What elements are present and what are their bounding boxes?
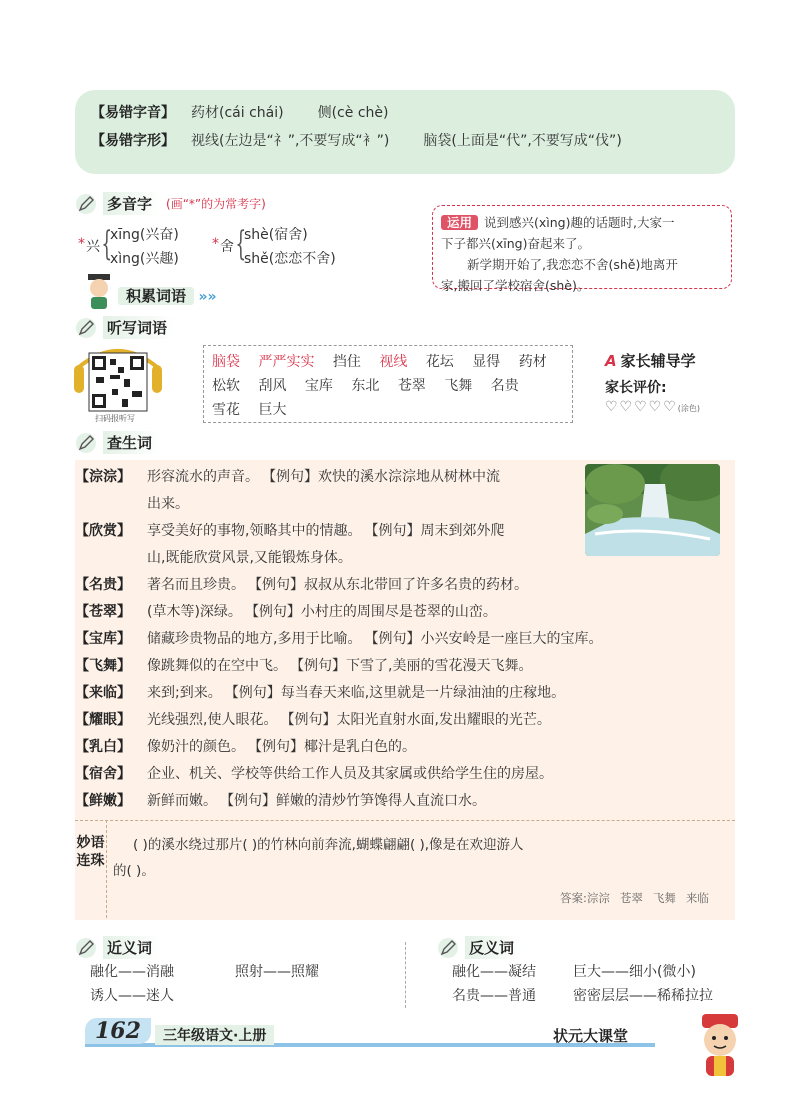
vocab-def-line (147, 518, 504, 545)
pencil-icon (75, 937, 97, 959)
hearts-note: (涂色) (677, 404, 701, 413)
vocab-term: 【宿舍】 (75, 766, 131, 782)
page-number: 162 (85, 1018, 151, 1044)
antonym-item: 名贵——普通 (452, 988, 536, 1004)
vocab-def: 储藏珍贵物品的地方,多用于比喻。 (147, 631, 362, 647)
answer-item: 来临 (685, 891, 709, 905)
poly-reading: xìng(兴趣) (110, 251, 179, 267)
answer-line (560, 890, 709, 906)
vocab-def-line (147, 626, 602, 653)
star-mark: * (212, 236, 219, 252)
vocab-def: 来到;到来。 (147, 685, 222, 701)
banner-arrow: »» (198, 289, 217, 305)
pron-text-1: 药材(cái chái) (191, 105, 284, 121)
word: 松软 (212, 378, 240, 394)
shape-text-1: 视线(左边是“礻”,不要写成“衤”) (191, 133, 390, 149)
brace-icon: { (235, 224, 247, 264)
vocab-cont: 出来。 (147, 496, 189, 512)
antonym-item: 密密层层——稀稀拉拉 (573, 988, 713, 1004)
vocab-def: 形容流水的声音。 (147, 469, 259, 485)
dictation-title: 听写词语 (103, 316, 175, 339)
parent-title: 家长辅导学 (620, 352, 696, 370)
vocab-term: 【来临】 (75, 685, 131, 701)
parent-guide (605, 350, 735, 420)
word: 药材 (518, 354, 547, 370)
pencil-icon (437, 937, 459, 959)
book-title: 三年级语文·上册 (155, 1025, 274, 1045)
vocab-def-line (147, 464, 500, 491)
vocab-term: 【乳白】 (75, 739, 131, 755)
parent-eval-label: 家长评价: (605, 380, 667, 396)
vocab-example: 【例句】每当春天来临,这里就是一片绿油油的庄稼地。 (231, 685, 566, 701)
connect-label: 妙语连珠 (75, 820, 107, 918)
antonyms-title: 反义词 (465, 936, 522, 959)
vocab-def: 享受美好的事物,领略其中的情趣。 (147, 523, 362, 539)
vocab-term: 【名贵】 (75, 577, 131, 593)
synonyms-title: 近义词 (103, 936, 160, 959)
synonyms-heading (75, 936, 160, 959)
dictation-words-box (203, 345, 573, 423)
star-mark: * (78, 236, 85, 252)
qr-code-icon[interactable] (72, 345, 164, 423)
vocab-term: 【淙淙】 (75, 469, 131, 485)
vocab-example: 【例句】周末到郊外爬 (371, 523, 505, 539)
pron-label: 【易错字音】 (91, 105, 175, 121)
usage-line: 说到感兴(xìng)趣的话题时,大家一 (484, 215, 675, 230)
error-tips-box (75, 90, 735, 174)
vocab-def: 像奶汁的颜色。 (147, 739, 245, 755)
word: 刮风 (258, 378, 287, 394)
rating-hearts[interactable]: ♡♡♡♡♡ (605, 399, 678, 415)
word: 挡住 (332, 354, 361, 370)
word: 飞舞 (444, 378, 473, 394)
pron-text-2: 侧(cè chè) (317, 105, 389, 121)
vocab-term: 【宝库】 (75, 631, 131, 647)
word: 雪花 (212, 402, 240, 418)
poly-char: 兴 (86, 239, 100, 255)
mascot-icon (690, 1010, 750, 1080)
vocab-def: 企业、机关、学校等供给工作人员及其家属或供给学生住的房屋。 (147, 766, 553, 782)
word: 宝库 (304, 378, 333, 394)
pencil-icon (75, 317, 97, 339)
answer-item: 飞舞 (652, 891, 676, 905)
synonym-item: 融化——消融 (90, 964, 174, 980)
brand-name: 状元大课堂 (553, 1027, 629, 1045)
polyphone-heading (75, 192, 266, 215)
vocab-def: 新鲜而嫩。 (147, 793, 217, 809)
polyphone-title: 多音字 (103, 192, 160, 215)
pencil-icon (75, 432, 97, 454)
vocab-example: 【例句】太阳光直射水面,发出耀眼的光芒。 (287, 712, 551, 728)
accumulate-banner (118, 285, 217, 305)
usage-line: 家,搬回了学校宿舍(shè)。 (441, 278, 590, 293)
waterfall-photo (585, 464, 720, 556)
vocab-def-line (147, 572, 528, 599)
connect-line: 的( )。 (113, 863, 155, 879)
vocab-def-line (147, 788, 486, 815)
vocab-example: 【例句】叔叔从东北带回了许多名贵的药材。 (255, 577, 528, 593)
vocab-example: 【例句】欢快的溪水淙淙地从树林中流 (269, 469, 500, 485)
vocab-cont: 山,既能欣赏风景,又能锻炼身体。 (147, 550, 352, 566)
vocab-def-line (147, 653, 532, 680)
vocab-def: 像跳舞似的在空中飞。 (147, 658, 287, 674)
dictation-heading (75, 316, 175, 339)
a-logo-icon: A (605, 352, 617, 370)
synonym-item: 照射——照耀 (235, 964, 319, 980)
vocab-example: 【例句】鲜嫩的清炒竹笋馋得人直流口水。 (227, 793, 486, 809)
vocab-term: 【欣赏】 (75, 523, 131, 539)
word: 名贵 (490, 378, 519, 394)
connect-line: ( )的溪水绕过那片( )的竹林向前奔流,蝴蝶翩翩( ),像是在欢迎游人 (133, 837, 524, 853)
antonym-item: 融化——凝结 (452, 964, 536, 980)
answer-label: 答案:淙淙 (560, 891, 610, 905)
word: 苍翠 (397, 378, 426, 394)
vocab-def: 著名而且珍贵。 (147, 577, 245, 593)
qr-caption: 扫码报听写 (95, 414, 135, 423)
word: 东北 (351, 378, 380, 394)
vocab-example: 【例句】小兴安岭是一座巨大的宝库。 (371, 631, 603, 647)
polyphone-xing (78, 222, 188, 270)
word: 严严实实 (258, 354, 315, 370)
poly-reading: xīng(兴奋) (110, 227, 179, 243)
lookup-title: 查生词 (103, 431, 160, 454)
usage-line: 下子都兴(xīng)奋起来了。 (441, 236, 590, 251)
vocab-term: 【飞舞】 (75, 658, 131, 674)
poly-reading: shě(恋恋不舍) (244, 251, 336, 267)
vocab-def-line (147, 680, 565, 707)
word: 显得 (472, 354, 501, 370)
banner-title: 积累词语 (118, 287, 194, 305)
shape-text-2: 脑袋(上面是“代”,不要写成“伐”) (423, 133, 622, 149)
usage-box (432, 205, 732, 293)
polyphone-she (212, 222, 362, 270)
vocab-def-line (147, 734, 416, 761)
word: 脑袋 (212, 354, 240, 370)
vocab-term: 【苍翠】 (75, 604, 131, 620)
vocab-term: 【耀眼】 (75, 712, 131, 728)
usage-line: 新学期开始了,我恋恋不舍(shě)地离开 (467, 257, 678, 272)
shape-label: 【易错字形】 (91, 133, 175, 149)
lookup-heading (75, 431, 160, 454)
antonyms-heading (437, 936, 522, 959)
vocab-example: 【例句】椰汁是乳白色的。 (255, 739, 416, 755)
antonym-item: 巨大——细小(微小) (573, 964, 696, 980)
word: 巨大 (258, 402, 287, 418)
usage-tag: 运用 (441, 215, 478, 230)
poly-char: 舍 (220, 239, 234, 255)
vocab-example: 【例句】小村庄的周围尽是苍翠的山峦。 (251, 604, 497, 620)
answer-item: 苍翠 (619, 891, 643, 905)
pencil-icon (75, 193, 97, 215)
vocab-def: 光线强烈,使人眼花。 (147, 712, 278, 728)
vocab-def-line (147, 761, 563, 788)
student-mascot-icon (82, 272, 116, 312)
word: 视线 (379, 354, 408, 370)
vocab-def-line (147, 599, 497, 626)
vocab-example: 【例句】下雪了,美丽的雪花漫天飞舞。 (297, 658, 533, 674)
brace-icon: { (101, 224, 113, 264)
vocab-def-line (147, 707, 551, 734)
word: 花坛 (425, 354, 454, 370)
column-divider (405, 942, 406, 1008)
poly-reading: shè(宿舍) (244, 227, 308, 243)
vocab-term: 【鲜嫩】 (75, 793, 131, 809)
polyphone-note: (画“*”的为常考字) (166, 197, 266, 211)
synonym-item: 诱人——迷人 (90, 988, 174, 1004)
vocab-def: (草木等)深绿。 (147, 604, 242, 620)
connect-exercise (113, 832, 728, 884)
